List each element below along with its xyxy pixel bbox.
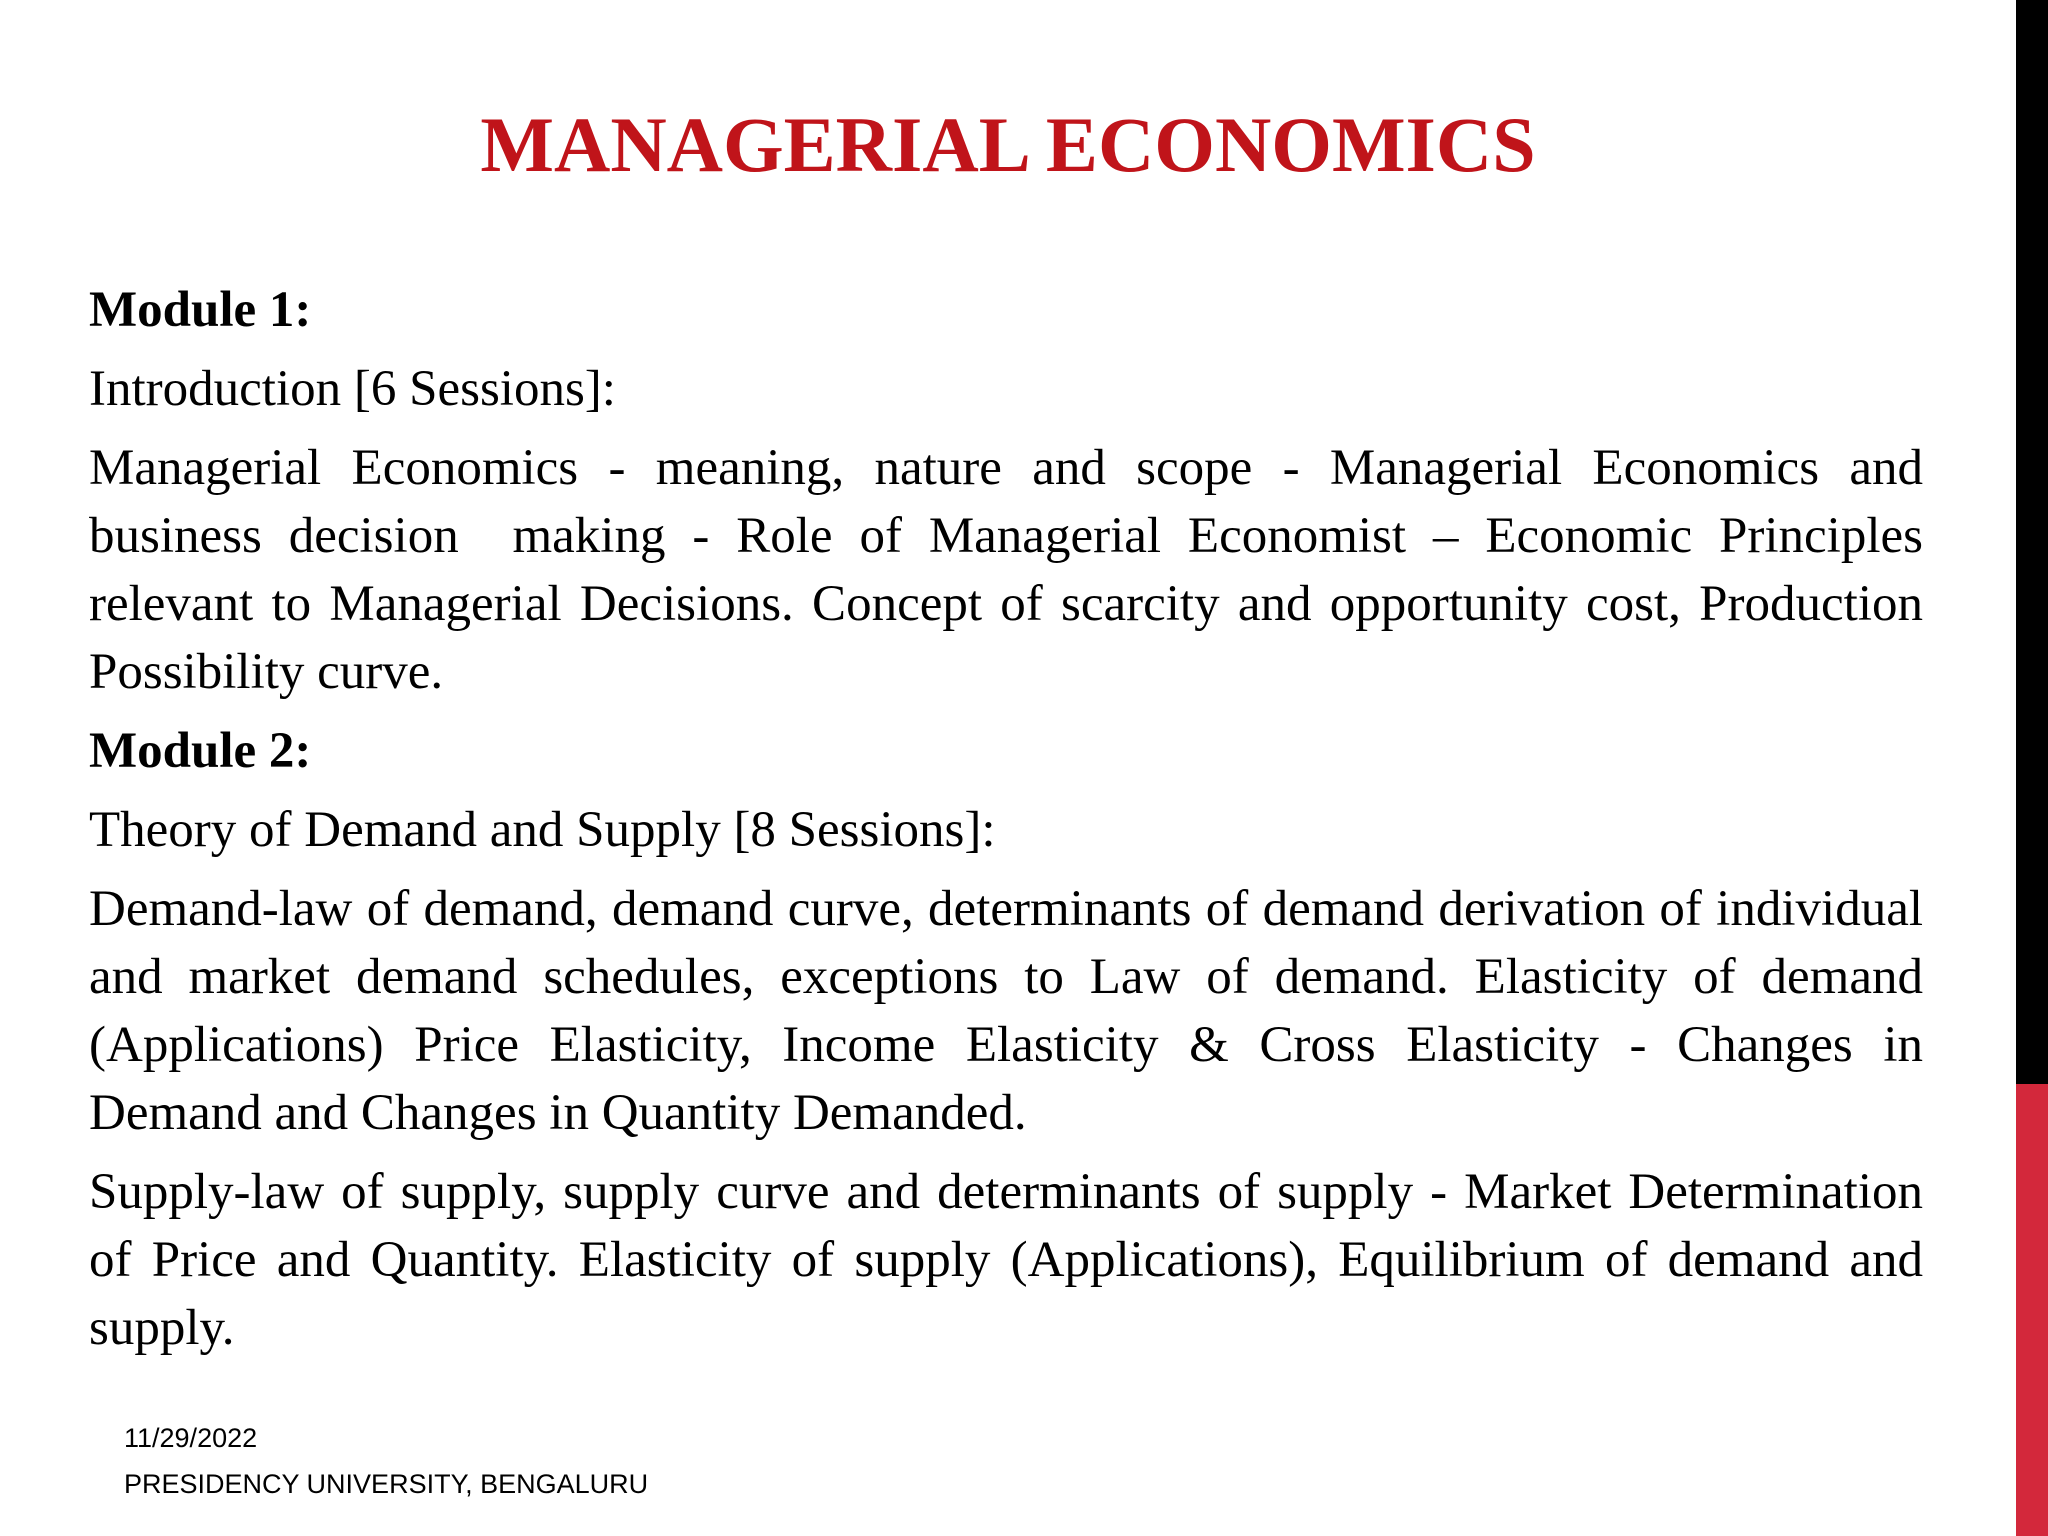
- footer-organization: PRESIDENCY UNIVERSITY, BENGALURU: [124, 1469, 649, 1499]
- side-accent-bar-black: [2016, 0, 2048, 1084]
- slide-title: MANAGERIAL ECONOMICS: [480, 101, 1536, 188]
- module-2-session-title: Theory of Demand and Supply [8 Sessions]:: [89, 802, 996, 858]
- side-accent-bar-red: [2016, 1084, 2048, 1536]
- module-1-heading: Module 1:: [89, 282, 312, 338]
- footer-date: 11/29/2022: [124, 1423, 258, 1453]
- slide-content: [89, 276, 1936, 1373]
- module-2-heading: Module 2:: [89, 723, 312, 779]
- module-2-demand-description: Demand-law of demand, demand curve, determinants of demand derivation of individual and market demand schedules, exceptions to Law of demand. Elasticity of demand (Applications) Price Elasticity, Income Elasticity & Cross Elasticity - Changes in Demand and Changes in Quantity Demanded.: [89, 881, 1936, 1141]
- module-1-description: Managerial Economics - meaning, nature and scope - Managerial Economics and business decision making - Role of Managerial Economist – Economic Principles relevant to Managerial Decisions. Concept of scarcity and opportunity cost, Production Possibility curve.: [89, 440, 1936, 700]
- module-1-session-title: Introduction [6 Sessions]:: [89, 361, 616, 417]
- module-2-supply-description: Supply-law of supply, supply curve and determinants of supply - Market Determination of Price and Quantity. Elasticity of supply (Applications), Equilibrium of demand and supply.: [89, 1164, 1936, 1356]
